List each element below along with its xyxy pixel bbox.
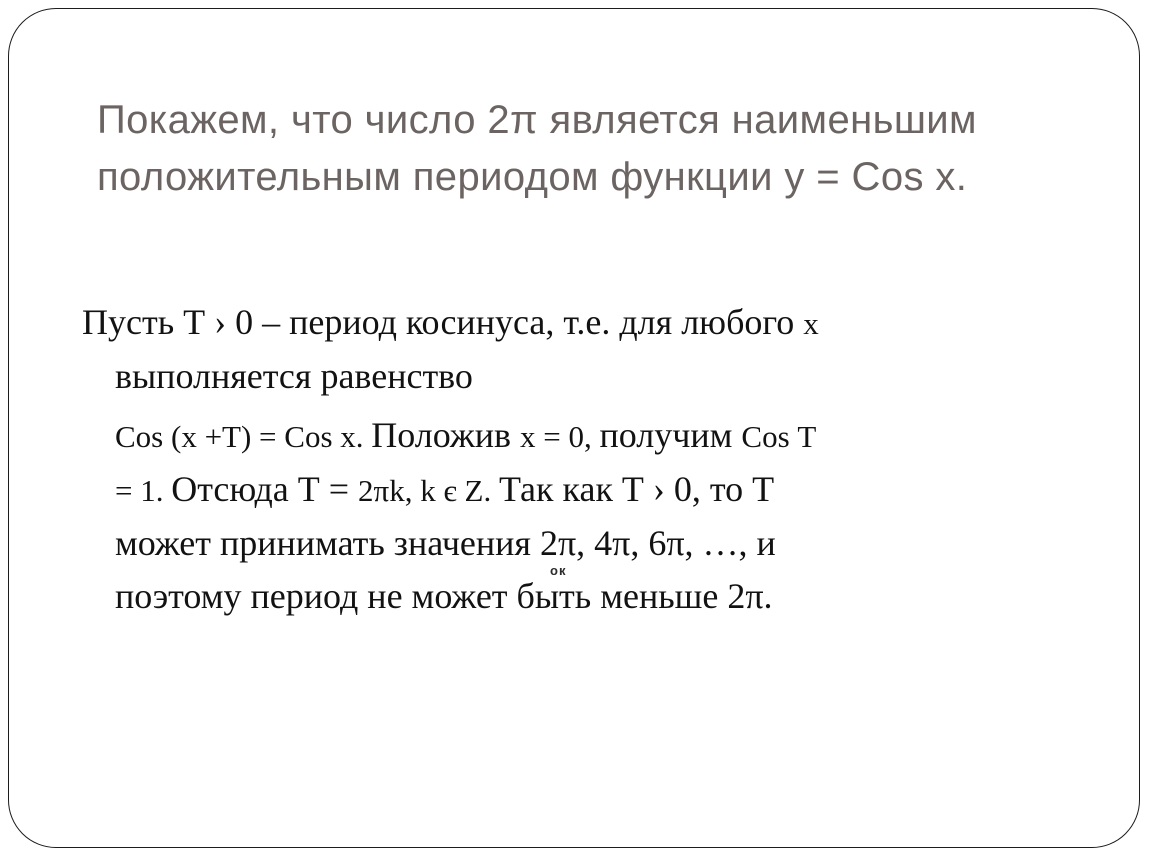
text-line: [82, 463, 1012, 517]
formula-segment: x = 0,: [520, 419, 600, 454]
formula-segment: x: [803, 306, 819, 341]
text-line: [82, 570, 1012, 623]
paragraph-proof: [82, 409, 1012, 623]
text-line: [82, 350, 1012, 403]
text-segment: Пусть Т › 0 – период косинуса, т.е. для любого: [82, 302, 804, 342]
slide-title-line-2: положительным периодом функции y = Cos x.: [97, 155, 968, 199]
text-segment: Так как Т › 0, то Т: [498, 469, 775, 509]
text-line: [82, 296, 1012, 350]
slide-title-line-1: Покажем, что число 2π является наименьшим: [97, 98, 977, 142]
text-segment: поэтому период не может быть меньше 2π.: [115, 576, 773, 616]
text-line: [82, 409, 1012, 463]
watermark: ок: [550, 563, 567, 578]
text-segment: может принимать значения 2π, 4π, 6π, …, и: [115, 523, 776, 563]
paragraph-premise: [82, 296, 1012, 403]
formula-segment: = 1.: [115, 473, 172, 508]
text-segment: Отсюда Т =: [171, 469, 359, 509]
text-segment: выполняется равенство: [115, 356, 473, 396]
formula-segment: 2πk, k є Z.: [358, 473, 499, 508]
slide-body-text: [82, 296, 1012, 623]
text-segment: Положив: [371, 415, 521, 455]
text-line: [82, 517, 1012, 570]
formula-segment: Cos (x +Т) = Cos x.: [115, 419, 372, 454]
text-segment: получим: [599, 415, 742, 455]
formula-segment: Cos Т: [741, 419, 817, 454]
slide-title: [97, 92, 1077, 206]
